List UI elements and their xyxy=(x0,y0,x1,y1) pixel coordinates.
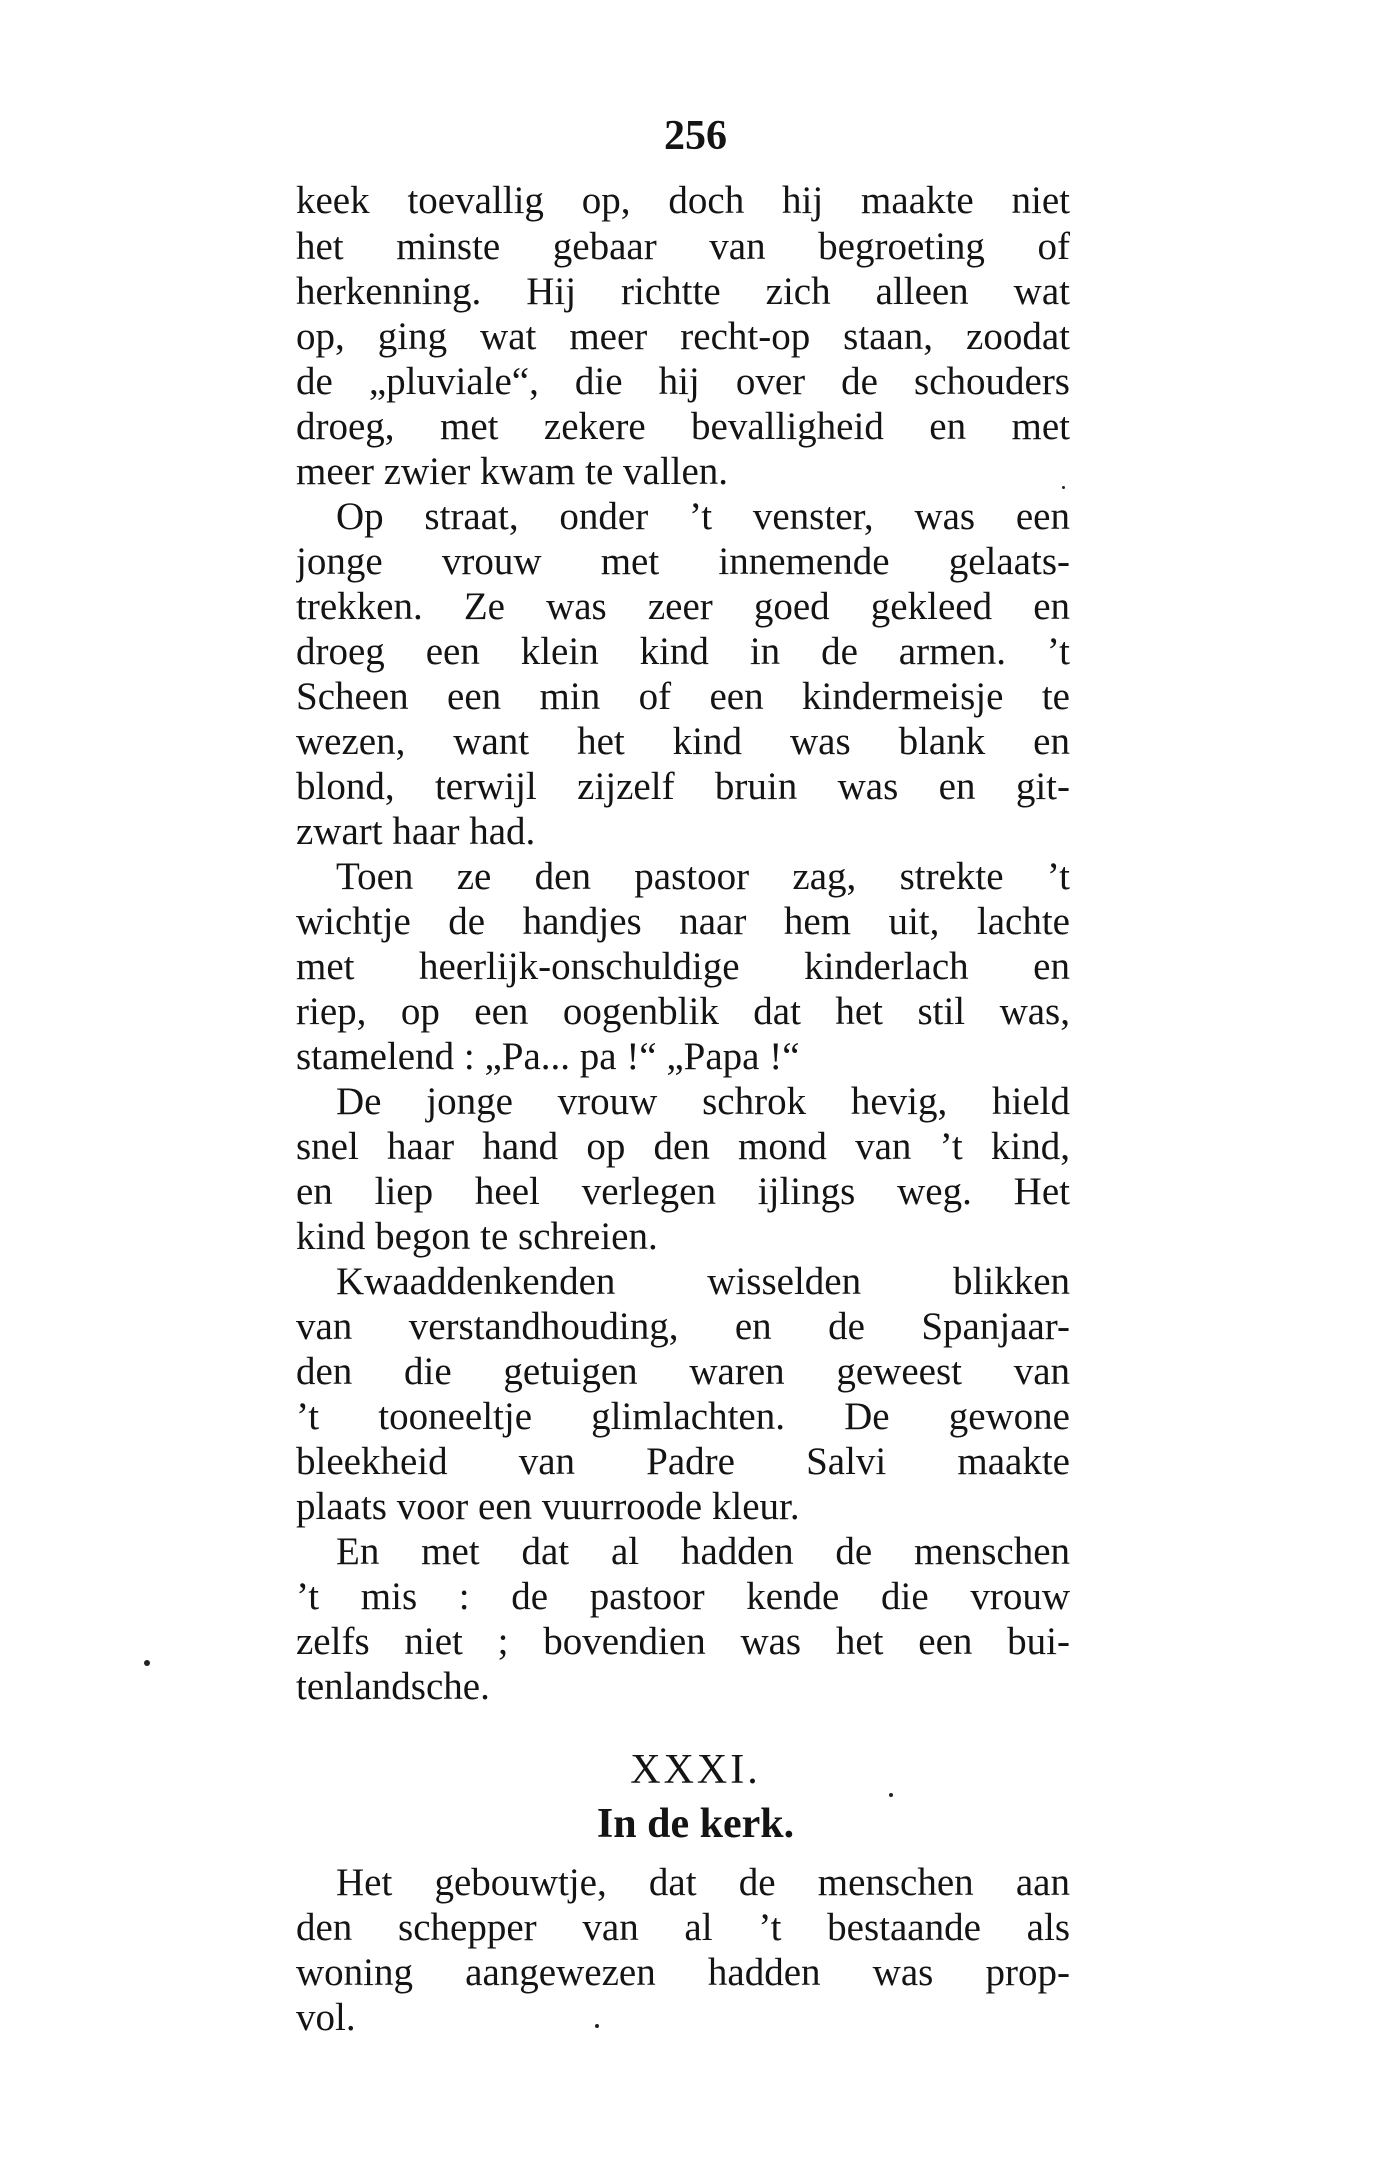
text-line: woning aangewezen hadden was prop- xyxy=(296,1951,1070,1994)
text-line: de „pluviale“, die hij over de schouders xyxy=(296,360,1070,403)
print-speck xyxy=(1062,486,1065,489)
chapter-number: XXXI. xyxy=(630,1747,761,1793)
text-line: Kwaaddenkenden wisselden blikken xyxy=(336,1260,1070,1303)
text-line: blond, terwijl zijzelf bruin was en git- xyxy=(296,765,1070,808)
text-line: riep, op een oogenblik dat het stil was, xyxy=(296,990,1070,1033)
text-line: droeg een klein kind in de armen. ’t xyxy=(296,630,1070,673)
print-speck xyxy=(889,1793,893,1797)
text-line: Toen ze den pastoor zag, strekte ’t xyxy=(336,855,1070,898)
print-speck xyxy=(595,2024,599,2028)
text-line: De jonge vrouw schrok hevig, hield xyxy=(336,1080,1070,1123)
text-line: herkenning. Hij richtte zich alleen wat xyxy=(296,270,1070,313)
text-line: keek toevallig op, doch hij maakte niet xyxy=(296,179,1070,222)
text-line: vol. xyxy=(296,1996,356,2039)
page-number: 256 xyxy=(664,113,727,159)
text-line: met heerlijk-onschuldige kinderlach en xyxy=(296,945,1070,988)
chapter-title: In de kerk. xyxy=(596,1801,795,1847)
print-speck xyxy=(144,1660,150,1666)
text-line: Op straat, onder ’t venster, was een xyxy=(336,495,1070,538)
text-line: op, ging wat meer recht-op staan, zoodat xyxy=(296,315,1070,358)
text-line: meer zwier kwam te vallen. xyxy=(296,450,729,493)
text-line: den die getuigen waren geweest van xyxy=(296,1350,1070,1393)
text-line: ’t tooneeltje glimlachten. De gewone xyxy=(296,1395,1070,1438)
text-line: Het gebouwtje, dat de menschen aan xyxy=(336,1861,1070,1904)
text-line: den schepper van al ’t bestaande als xyxy=(296,1906,1070,1949)
text-line: trekken. Ze was zeer goed gekleed en xyxy=(296,585,1070,628)
text-line: kind begon te schreien. xyxy=(296,1215,658,1258)
text-line: En met dat al hadden de menschen xyxy=(336,1530,1070,1573)
text-line: snel haar hand op den mond van ’t kind, xyxy=(296,1125,1070,1168)
text-line: tenlandsche. xyxy=(296,1665,490,1708)
text-line: bleekheid van Padre Salvi maakte xyxy=(296,1440,1070,1483)
text-line: ’t mis : de pastoor kende die vrouw xyxy=(296,1575,1070,1618)
text-line: en liep heel verlegen ijlings weg. Het xyxy=(296,1170,1070,1213)
text-line: wezen, want het kind was blank en xyxy=(296,720,1070,763)
text-line: zelfs niet ; bovendien was het een bui- xyxy=(296,1620,1070,1663)
text-line: droeg, met zekere bevalligheid en met xyxy=(296,405,1070,448)
text-line: jonge vrouw met innemende gelaats- xyxy=(296,540,1070,583)
text-line: zwart haar had. xyxy=(296,810,536,853)
text-line: het minste gebaar van begroeting of xyxy=(296,225,1070,268)
text-line: Scheen een min of een kindermeisje te xyxy=(296,675,1070,718)
text-line: plaats voor een vuurroode kleur. xyxy=(296,1485,800,1528)
text-line: wichtje de handjes naar hem uit, lachte xyxy=(296,900,1070,943)
text-line: stamelend : „Pa... pa !“ „Papa !“ xyxy=(296,1035,800,1078)
text-line: van verstandhouding, en de Spanjaar- xyxy=(296,1305,1070,1348)
